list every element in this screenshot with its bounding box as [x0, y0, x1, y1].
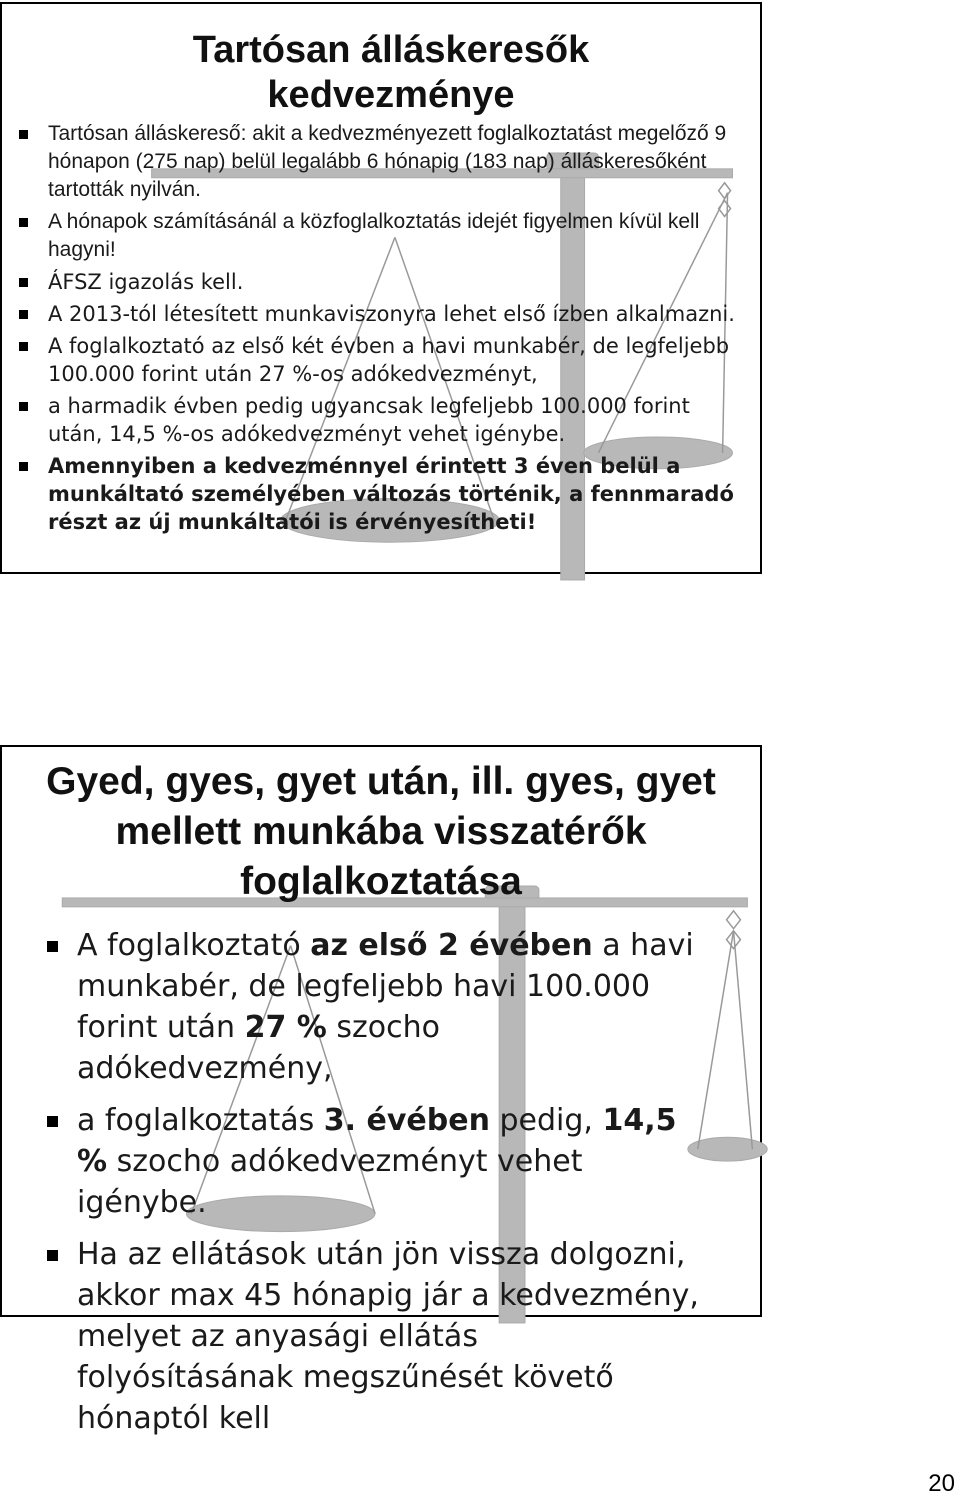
square-bullet-icon	[19, 310, 28, 319]
slide1-title-line1: Tartósan álláskeresők	[192, 29, 590, 71]
list-item: A 2013-tól létesített munkaviszonyra lehet első ízben alkalmazni.	[2, 300, 760, 328]
list-item: a harmadik évben pedig ugyancsak legfeljebb 100.000 forint után, 14,5 %-os adókedvezményt vehet igénybe.	[2, 392, 760, 448]
list-item: Ha az ellátások után jön vissza dolgozni, akkor max 45 hónapig jár a kedvezmény, melyet az anyasági ellátás folyósításának megszűnését követő hónaptól kell	[2, 1234, 760, 1439]
slide2-bullet-list	[2, 925, 760, 1439]
list-item: ÁFSZ igazolás kell.	[2, 268, 760, 296]
square-bullet-icon	[19, 462, 28, 471]
slide-tartosan-allaskeresok	[0, 2, 762, 574]
slide1-bullet-list	[2, 120, 760, 536]
slide2-title-line3: foglalkoztatása	[240, 860, 522, 903]
slide-gyed-gyes-gyet	[0, 745, 762, 1436]
list-item: Amennyiben a kedvezménnyel érintett 3 éven belül a munkáltató személyében változás történik, a fennmaradó részt az új munkáltatói is érvényesítheti!	[2, 452, 760, 536]
square-bullet-icon	[47, 1116, 58, 1127]
list-item: a foglalkoztatás 3. évében pedig, 14,5 % szocho adókedvezményt vehet igénybe.	[2, 1100, 760, 1223]
slide2-title-line1: Gyed, gyes, gyet után, ill. gyes, gyet	[46, 760, 716, 803]
square-bullet-icon	[19, 278, 28, 287]
slide1-title-line2: kedvezménye	[267, 74, 515, 116]
list-item: A hónapok számításánál a közfoglalkoztatás idejét figyelmen kívül kell hagyni!	[2, 208, 760, 264]
square-bullet-icon	[47, 1250, 58, 1261]
slide2-title-line2: mellett munkába visszatérők	[115, 810, 647, 853]
list-item: Tartósan álláskereső: akit a kedvezményezett foglalkoztatást megelőző 9 hónapon (275 nap) belül legalább 6 hónapig (183 nap) álláskeresőként tartották nyilván.	[2, 120, 760, 204]
square-bullet-icon	[19, 218, 28, 227]
page-number: 20	[928, 1470, 955, 1497]
square-bullet-icon	[19, 342, 28, 351]
list-item: A foglalkoztató az első két évben a havi munkabér, de legfeljebb 100.000 forint után 27 %-os adókedvezményt,	[2, 332, 760, 388]
square-bullet-icon	[19, 402, 28, 411]
square-bullet-icon	[19, 130, 28, 139]
square-bullet-icon	[47, 941, 58, 952]
slide1-title	[2, 4, 760, 118]
list-item: A foglalkoztató az első 2 évében a havi munkabér, de legfeljebb havi 100.000 forint után 27 % szocho adókedvezmény,	[2, 925, 760, 1089]
slide2-title	[2, 747, 760, 907]
